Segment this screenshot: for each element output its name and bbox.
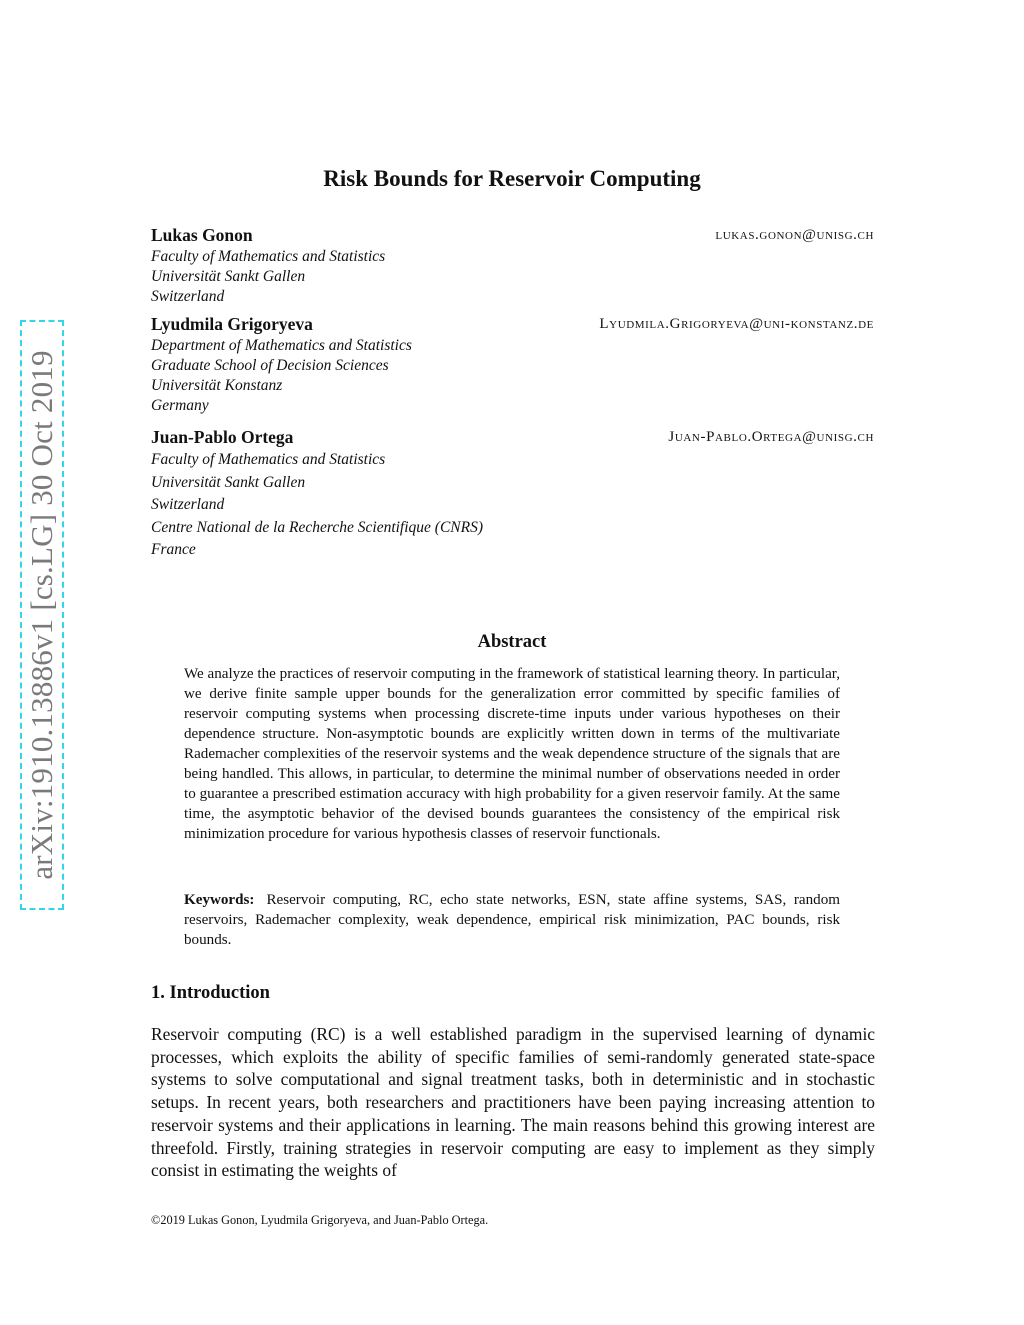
affiliation-line: Faculty of Mathematics and Statistics [151, 248, 386, 265]
arxiv-stamp [20, 320, 64, 910]
author-email[interactable]: Juan-Pablo.Ortega@unisg.ch [668, 429, 874, 445]
section-heading-introduction: 1. Introduction [151, 983, 270, 1003]
affiliation-line: Switzerland [151, 288, 225, 305]
affiliation-line: Germany [151, 397, 209, 414]
author-name: Juan-Pablo Ortega [151, 427, 294, 447]
introduction-body: Reservoir computing (RC) is a well established paradigm in the supervised learning of dynamic processes, which exploits the ability of specific families of semi-randomly generated state-space systems to solve computational and signal treatment tasks, both in deterministic and in stochastic setups. In recent years, both researchers and practitioners have been paying increasing attention to reservoir systems and their applications in learning. The main reasons behind this growing interest are threefold. Firstly, training strategies in reservoir computing are easy to implement as they simply consist in estimating the weights of [151, 1024, 875, 1181]
paper-title: Risk Bounds for Reservoir Computing [323, 166, 701, 191]
arxiv-id: arXiv:1910.13886v1 [cs.LG] 30 Oct 2019 [24, 350, 59, 880]
author-name: Lyudmila Grigoryeva [151, 314, 313, 334]
affiliation-line: Graduate School of Decision Sciences [151, 357, 389, 374]
keywords-text: Reservoir computing, RC, echo state networks, ESN, state affine systems, SAS, random reservoirs, Rademacher complexity, weak dependence, empirical risk minimization, PAC bounds, risk bounds. [184, 892, 840, 948]
author-email[interactable]: Lyudmila.Grigoryeva@uni-konstanz.de [599, 316, 874, 332]
affiliation-line: Department of Mathematics and Statistics [151, 337, 412, 354]
affiliation-line: Universität Sankt Gallen [151, 473, 306, 491]
affiliation-line: Faculty of Mathematics and Statistics [151, 451, 386, 468]
affiliation-line: Universität Konstanz [151, 377, 283, 394]
author-email[interactable]: lukas.gonon@unisg.ch [715, 227, 874, 243]
author-block [151, 225, 874, 307]
keywords [184, 890, 840, 950]
abstract-heading: Abstract [477, 632, 547, 652]
author-block [151, 314, 874, 416]
author-name: Lukas Gonon [151, 225, 253, 245]
affiliation-line: Universität Sankt Gallen [151, 268, 306, 285]
copyright-notice: ©2019 Lukas Gonon, Lyudmila Grigoryeva, and Juan-Pablo Ortega. [151, 1213, 489, 1227]
keywords-label: Keywords: [184, 892, 255, 908]
affiliation-line: France [151, 541, 196, 558]
affiliation-line: Switzerland [151, 496, 225, 513]
author-block [151, 427, 874, 562]
affiliation-line: Centre National de la Recherche Scientifique (CNRS) [151, 518, 484, 536]
abstract-body: We analyze the practices of reservoir computing in the framework of statistical learning theory. In particular, we derive finite sample upper bounds for the generalization error committed by specific families of reservoir computing systems when processing discrete-time inputs under various hypotheses on their dependence structure. Non-asymptotic bounds are explicitly written down in terms of the multivariate Rademacher complexities of the reservoir systems and the weak dependence structure of the signals that are being handled. This allows, in particular, to determine the minimal number of observations needed in order to guarantee a prescribed estimation accuracy with high probability for a given reservoir family. At the same time, the asymptotic behavior of the devised bounds guarantees the consistency of the empirical risk minimization procedure for various hypothesis classes of reservoir functionals. [184, 666, 840, 842]
